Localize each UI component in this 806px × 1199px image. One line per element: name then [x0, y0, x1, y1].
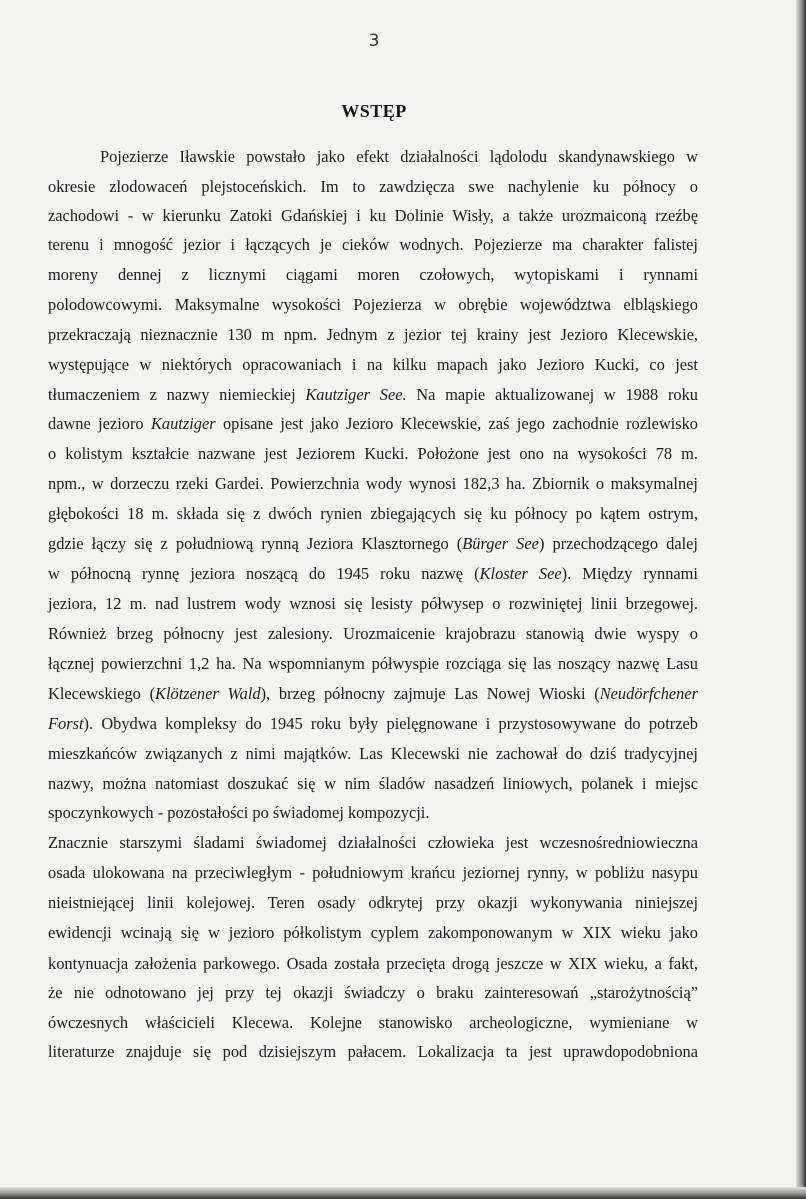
text-line	[48, 623, 698, 645]
text-run: terenu i mnogość jezior i łączących je cieków wodnych. Pojezierze ma charakter falistej	[48, 235, 698, 254]
text-line	[48, 264, 698, 286]
scan-edge-bottom	[0, 1187, 806, 1199]
text-run: Pojezierze Iławskie powstało jako efekt działalności lądolodu skandynawskiego w	[100, 147, 698, 166]
text-run: mieszkańców związanych z nimi majątków. Las Klecewski nie zachował do dziś tradycyjnej	[48, 744, 698, 763]
text-line	[48, 205, 698, 227]
text-run: głębokości 18 m. składa się z dwóch rynien zbiegających się ku północy po kątem ostrym,	[48, 504, 698, 523]
text-run: zachodowi - w kierunku Zatoki Gdańskiej i ku Dolinie Wisły, a także urozmaiconą rzeźbę	[48, 206, 698, 225]
text-run: w północną rynnę jeziora noszącą do 1945 roku nazwę (	[48, 564, 480, 583]
text-line	[48, 413, 698, 435]
text-line	[48, 1012, 698, 1034]
text-line	[48, 713, 698, 735]
italic-term: Bürger See	[462, 534, 539, 553]
text-line	[48, 176, 698, 198]
text-line	[48, 773, 698, 795]
text-line	[48, 683, 698, 705]
italic-term: Kautziger	[150, 414, 216, 433]
text-run: ewidencji wcinają się w jezioro półkolistym cyplem zakomponowanym w XIX wieku jako	[48, 923, 698, 942]
text-run: gdzie łączy się z południową rynną Jeziora Klasztornego (	[48, 534, 463, 553]
text-run: opisane jest jako Jezioro Klecewskie, zaś jego zachodnie rozlewisko	[215, 414, 699, 433]
text-run: dawne jezioro	[48, 414, 151, 433]
text-line	[48, 832, 698, 854]
text-run: Również brzeg północny jest zalesiony. Urozmaicenie krajobrazu stanowią dwie wyspy o	[48, 624, 698, 643]
text-run: Klecewskiego (	[48, 684, 156, 703]
text-run: przekraczają nieznacznie 130 m npm. Jednym z jezior tej krainy jest Jezioro Klecewskie,	[48, 325, 698, 344]
text-run: o kolistym kształcie nazwane jest Jeziorem Kucki. Położone jest ono na wysokości 78 m.	[48, 444, 698, 463]
text-line	[100, 146, 698, 168]
text-run: osada ulokowana na przeciwległym - południowym krańcu jeziornej rynny, w pobliżu nasypu	[48, 863, 698, 882]
text-run: łącznej powierzchni 1,2 ha. Na wspomnianym półwyspie rozciąga się las noszący nazwę Lasu	[48, 654, 698, 673]
text-run: kontynuacja założenia parkowego. Osada została przecięta drogą jeszcze w XIX wieku, a fakt,	[48, 954, 698, 973]
text-line	[48, 802, 698, 824]
text-run: ), brzeg północny zajmuje Las Nowej Wioski (	[260, 684, 600, 703]
text-line	[48, 473, 698, 495]
text-line	[48, 234, 698, 256]
italic-term: Kloster See	[479, 564, 562, 583]
text-line	[48, 384, 698, 406]
text-run: że nie odnotowano jej przy tej okazji świadczy o braku zainteresowań „starożytnością”	[48, 983, 698, 1002]
text-line	[48, 653, 698, 675]
text-run: moreny dennej z licznymi ciągami moren czołowych, wytopiskami i rynnami	[48, 265, 698, 284]
text-line	[48, 862, 698, 884]
text-run: jeziora, 12 m. nad lustrem wody wznosi się lesisty półwysep o rozwiniętej linii brzegowej.	[48, 594, 698, 613]
text-run: npm., w dorzeczu rzeki Gardei. Powierzchnia wody wynosi 182,3 ha. Zbiornik o maksymalnej	[48, 474, 698, 493]
text-run: literaturze znajduje się pod dzisiejszym pałacem. Lokalizacja ta jest uprawdopodobniona	[48, 1042, 698, 1061]
text-run: ówczesnych właścicieli Klecewa. Kolejne stanowisko archeologiczne, wymieniane w	[48, 1013, 698, 1032]
text-line	[48, 1041, 698, 1063]
italic-term: Klötzener Wald	[155, 684, 261, 703]
text-line	[48, 982, 698, 1004]
text-run: tłumaczeniem z nazwy niemieckiej	[48, 385, 306, 404]
text-line	[48, 922, 698, 944]
italic-term: Forst	[48, 714, 84, 733]
text-line	[48, 354, 698, 376]
text-line	[48, 443, 698, 465]
page-number: 3	[368, 31, 380, 51]
text-run: polodowcowymi. Maksymalne wysokości Pojezierza w obrębie województwa elbląskiego	[48, 295, 698, 314]
text-run: ). Obydwa kompleksy do 1945 roku były pielęgnowane i przystosowywane do potrzeb	[83, 714, 698, 733]
page-title: WSTĘP	[341, 101, 407, 121]
text-run: Znacznie starszymi śladami świadomej działalności człowieka jest wczesnośredniowieczna	[48, 833, 698, 852]
italic-term: Neudörfchener	[599, 684, 699, 703]
text-line	[48, 533, 698, 555]
italic-term: Kautziger See.	[305, 385, 407, 404]
text-line	[48, 324, 698, 346]
text-line	[48, 593, 698, 615]
text-run: spoczynkowych - pozostałości po świadomej kompozycji.	[48, 803, 430, 822]
text-line	[48, 503, 698, 525]
text-line	[48, 743, 698, 765]
text-run: okresie zlodowaceń plejstoceńskich. Im to zawdzięcza swe nachylenie ku północy o	[48, 177, 698, 196]
text-line	[48, 563, 698, 585]
text-run: występujące w niektórych opracowaniach i na kilku mapach jako Jezioro Kucki, co jest	[48, 355, 698, 374]
text-line	[48, 294, 698, 316]
text-run: ) przechodzącego dalej	[538, 534, 698, 553]
text-run: nieistniejącej linii kolejowej. Teren osady odkrytej przy okazji wykonywania niniejszej	[48, 893, 698, 912]
text-line	[48, 953, 698, 975]
text-run: Na mapie aktualizowanej w 1988 roku	[406, 385, 698, 404]
text-line	[48, 892, 698, 914]
text-run: ). Między rynnami	[561, 564, 698, 583]
scan-edge-right	[796, 0, 806, 1199]
text-run: nazwy, można natomiast doszukać się w nim śladów nasadzeń liniowych, polanek i miejsc	[48, 774, 698, 793]
